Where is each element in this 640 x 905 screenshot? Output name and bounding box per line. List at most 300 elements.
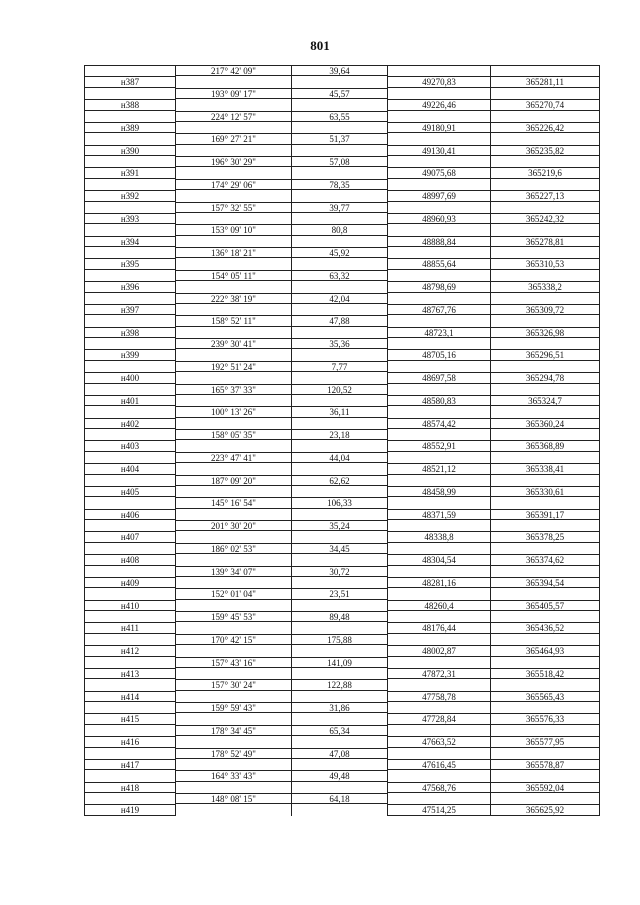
distance-cell: 31,86 <box>291 702 387 713</box>
distance-cell: 63,55 <box>291 111 387 122</box>
point-cell <box>84 679 175 690</box>
y-cell <box>490 202 600 213</box>
y-coordinate-cell: 365625,92 <box>490 804 600 815</box>
x-cell <box>387 88 490 99</box>
y-coordinate-cell: 365235,82 <box>490 145 600 156</box>
point-row <box>84 713 600 724</box>
point-row <box>84 440 600 451</box>
point-row <box>84 622 600 633</box>
point-row <box>84 804 600 815</box>
y-cell <box>490 429 600 440</box>
point-cell <box>84 520 175 531</box>
bearing-cell: 157° 32' 55" <box>175 202 291 213</box>
point-row <box>84 418 600 429</box>
x-coordinate-cell: 47568,76 <box>387 782 490 793</box>
point-name-cell: н405 <box>84 486 175 497</box>
bearing-cell <box>175 372 291 383</box>
point-cell <box>84 247 175 258</box>
segment-row <box>84 88 600 99</box>
x-cell <box>387 657 490 668</box>
point-name-cell: н417 <box>84 759 175 770</box>
segment-row <box>84 770 600 781</box>
x-coordinate-cell: 48705,16 <box>387 349 490 360</box>
point-name-cell: н392 <box>84 190 175 201</box>
point-cell <box>84 315 175 326</box>
x-coordinate-cell: 49180,91 <box>387 122 490 133</box>
distance-cell <box>291 691 387 702</box>
bearing-cell: 136° 18' 21" <box>175 247 291 258</box>
y-coordinate-cell: 365270,74 <box>490 99 600 110</box>
point-row <box>84 509 600 520</box>
x-coordinate-cell: 49270,83 <box>387 76 490 87</box>
x-coordinate-cell: 48552,91 <box>387 440 490 451</box>
distance-cell: 57,08 <box>291 156 387 167</box>
x-coordinate-cell: 48697,58 <box>387 372 490 383</box>
distance-cell <box>291 668 387 679</box>
distance-cell <box>291 759 387 770</box>
bearing-cell: 154° 05' 11" <box>175 270 291 281</box>
x-cell <box>387 338 490 349</box>
bearing-cell <box>175 349 291 360</box>
bearing-cell <box>175 258 291 269</box>
bearing-cell: 139° 34' 07" <box>175 566 291 577</box>
point-cell <box>84 111 175 122</box>
y-coordinate-cell: 365338,41 <box>490 463 600 474</box>
y-cell <box>490 520 600 531</box>
y-cell <box>490 224 600 235</box>
segment-row <box>84 111 600 122</box>
point-name-cell: н419 <box>84 804 175 815</box>
point-cell <box>84 702 175 713</box>
y-coordinate-cell: 365464,93 <box>490 645 600 656</box>
distance-cell: 23,18 <box>291 429 387 440</box>
bearing-cell: 164° 33' 43" <box>175 770 291 781</box>
point-row <box>84 736 600 747</box>
bearing-cell <box>175 167 291 178</box>
point-row <box>84 486 600 497</box>
y-cell <box>490 65 600 76</box>
segment-row <box>84 725 600 736</box>
point-name-cell: н402 <box>84 418 175 429</box>
point-name-cell: н391 <box>84 167 175 178</box>
bearing-cell: 192° 51' 24" <box>175 361 291 372</box>
bearing-cell <box>175 76 291 87</box>
x-cell <box>387 179 490 190</box>
point-row <box>84 668 600 679</box>
point-cell <box>84 634 175 645</box>
y-cell <box>490 497 600 508</box>
bearing-cell: 186° 02' 53" <box>175 543 291 554</box>
x-coordinate-cell: 48260,4 <box>387 600 490 611</box>
bearing-cell <box>175 782 291 793</box>
x-coordinate-cell: 48338,8 <box>387 531 490 542</box>
x-cell <box>387 156 490 167</box>
point-row <box>84 99 600 110</box>
segment-row <box>84 634 600 645</box>
y-coordinate-cell: 365368,89 <box>490 440 600 451</box>
distance-cell: 36,11 <box>291 406 387 417</box>
x-coordinate-cell: 48888,84 <box>387 236 490 247</box>
x-cell <box>387 384 490 395</box>
distance-cell <box>291 281 387 292</box>
distance-cell <box>291 349 387 360</box>
point-cell <box>84 497 175 508</box>
bearing-cell: 178° 34' 45" <box>175 725 291 736</box>
distance-cell: 44,04 <box>291 452 387 463</box>
y-cell <box>490 133 600 144</box>
y-cell <box>490 247 600 258</box>
distance-cell <box>291 804 387 815</box>
segment-row <box>84 611 600 622</box>
distance-cell: 45,57 <box>291 88 387 99</box>
x-cell <box>387 65 490 76</box>
bearing-cell <box>175 736 291 747</box>
x-cell <box>387 270 490 281</box>
distance-cell: 122,88 <box>291 679 387 690</box>
page-number: 801 <box>310 38 330 53</box>
point-row <box>84 258 600 269</box>
distance-cell <box>291 258 387 269</box>
x-coordinate-cell: 48997,69 <box>387 190 490 201</box>
x-coordinate-cell: 49075,68 <box>387 167 490 178</box>
y-cell <box>490 725 600 736</box>
bearing-cell <box>175 418 291 429</box>
distance-cell <box>291 418 387 429</box>
point-name-cell: н397 <box>84 304 175 315</box>
x-cell <box>387 520 490 531</box>
x-coordinate-cell: 49130,41 <box>387 145 490 156</box>
coordinates-table <box>84 65 600 816</box>
x-cell <box>387 702 490 713</box>
segment-row <box>84 679 600 690</box>
bearing-cell: 145° 16' 54" <box>175 497 291 508</box>
x-cell <box>387 247 490 258</box>
bearing-cell <box>175 190 291 201</box>
distance-cell: 63,32 <box>291 270 387 281</box>
bearing-cell <box>175 236 291 247</box>
segment-row <box>84 315 600 326</box>
point-name-cell: н406 <box>84 509 175 520</box>
distance-cell: 120,52 <box>291 384 387 395</box>
y-cell <box>490 748 600 759</box>
x-coordinate-cell: 48371,59 <box>387 509 490 520</box>
y-cell <box>490 111 600 122</box>
bearing-cell: 100° 13' 26" <box>175 406 291 417</box>
bearing-cell <box>175 281 291 292</box>
distance-cell: 35,36 <box>291 338 387 349</box>
bearing-cell: 193° 09' 17" <box>175 88 291 99</box>
bearing-cell: 239° 30' 41" <box>175 338 291 349</box>
x-coordinate-cell: 47616,45 <box>387 759 490 770</box>
point-cell <box>84 543 175 554</box>
point-name-cell: н395 <box>84 258 175 269</box>
segment-row <box>84 270 600 281</box>
distance-cell <box>291 645 387 656</box>
segment-row <box>84 133 600 144</box>
bearing-cell <box>175 713 291 724</box>
point-row <box>84 281 600 292</box>
bearing-cell: 158° 05' 35" <box>175 429 291 440</box>
bearing-cell: 157° 43' 16" <box>175 657 291 668</box>
point-cell <box>84 452 175 463</box>
x-coordinate-cell: 48855,64 <box>387 258 490 269</box>
x-coordinate-cell: 48723,1 <box>387 327 490 338</box>
x-coordinate-cell: 48176,44 <box>387 622 490 633</box>
segment-row <box>84 202 600 213</box>
bearing-cell: 170° 42' 15" <box>175 634 291 645</box>
bearing-cell: 157° 30' 24" <box>175 679 291 690</box>
point-cell <box>84 88 175 99</box>
y-coordinate-cell: 365330,61 <box>490 486 600 497</box>
x-coordinate-cell: 48281,16 <box>387 577 490 588</box>
segment-row <box>84 65 600 76</box>
x-coordinate-cell: 48960,93 <box>387 213 490 224</box>
y-cell <box>490 770 600 781</box>
distance-cell <box>291 190 387 201</box>
point-cell <box>84 725 175 736</box>
distance-cell: 141,09 <box>291 657 387 668</box>
segment-row <box>84 338 600 349</box>
x-coordinate-cell: 47728,84 <box>387 713 490 724</box>
point-name-cell: н403 <box>84 440 175 451</box>
segment-row <box>84 156 600 167</box>
x-cell <box>387 679 490 690</box>
x-coordinate-cell: 48580,83 <box>387 395 490 406</box>
point-row <box>84 759 600 770</box>
x-cell <box>387 611 490 622</box>
bearing-cell: 223° 47' 41" <box>175 452 291 463</box>
distance-cell <box>291 463 387 474</box>
segment-row <box>84 406 600 417</box>
y-coordinate-cell: 365577,95 <box>490 736 600 747</box>
point-cell <box>84 475 175 486</box>
distance-cell: 64,18 <box>291 793 387 804</box>
bearing-cell <box>175 122 291 133</box>
bearing-cell: 148° 08' 15" <box>175 793 291 804</box>
y-coordinate-cell: 365578,87 <box>490 759 600 770</box>
y-cell <box>490 543 600 554</box>
y-cell <box>490 406 600 417</box>
distance-cell: 51,37 <box>291 133 387 144</box>
point-name-cell: н388 <box>84 99 175 110</box>
point-name-cell: н396 <box>84 281 175 292</box>
distance-cell <box>291 440 387 451</box>
y-coordinate-cell: 365281,11 <box>490 76 600 87</box>
point-row <box>84 327 600 338</box>
y-cell <box>490 679 600 690</box>
y-coordinate-cell: 365296,51 <box>490 349 600 360</box>
y-coordinate-cell: 365394,54 <box>490 577 600 588</box>
point-row <box>84 645 600 656</box>
point-cell <box>84 566 175 577</box>
point-cell <box>84 770 175 781</box>
point-cell <box>84 179 175 190</box>
segment-row <box>84 293 600 304</box>
x-coordinate-cell: 48002,87 <box>387 645 490 656</box>
bearing-cell <box>175 577 291 588</box>
bearing-cell <box>175 622 291 633</box>
x-cell <box>387 293 490 304</box>
bearing-cell: 169° 27' 21" <box>175 133 291 144</box>
distance-cell: 30,72 <box>291 566 387 577</box>
x-coordinate-cell: 48458,99 <box>387 486 490 497</box>
x-cell <box>387 111 490 122</box>
y-coordinate-cell: 365338,2 <box>490 281 600 292</box>
bearing-cell: 159° 45' 53" <box>175 611 291 622</box>
point-cell <box>84 270 175 281</box>
y-cell <box>490 315 600 326</box>
distance-cell <box>291 509 387 520</box>
point-name-cell: н399 <box>84 349 175 360</box>
point-name-cell: н401 <box>84 395 175 406</box>
bearing-cell <box>175 304 291 315</box>
point-row <box>84 190 600 201</box>
distance-cell: 39,64 <box>291 65 387 76</box>
segment-row <box>84 247 600 258</box>
distance-cell: 78,35 <box>291 179 387 190</box>
distance-cell <box>291 736 387 747</box>
point-row <box>84 782 600 793</box>
y-cell <box>490 588 600 599</box>
bearing-cell: 165° 37' 33" <box>175 384 291 395</box>
y-cell <box>490 566 600 577</box>
distance-cell <box>291 531 387 542</box>
point-name-cell: н413 <box>84 668 175 679</box>
segment-row <box>84 497 600 508</box>
x-coordinate-cell: 47514,25 <box>387 804 490 815</box>
distance-cell: 65,34 <box>291 725 387 736</box>
point-cell <box>84 293 175 304</box>
bearing-cell: 222° 38' 19" <box>175 293 291 304</box>
segment-row <box>84 543 600 554</box>
point-row <box>84 76 600 87</box>
point-name-cell: н418 <box>84 782 175 793</box>
y-cell <box>490 270 600 281</box>
point-row <box>84 145 600 156</box>
segment-row <box>84 793 600 804</box>
x-coordinate-cell: 48767,76 <box>387 304 490 315</box>
point-row <box>84 600 600 611</box>
point-name-cell: н411 <box>84 622 175 633</box>
segment-row <box>84 224 600 235</box>
point-name-cell: н389 <box>84 122 175 133</box>
distance-cell <box>291 713 387 724</box>
bearing-cell <box>175 486 291 497</box>
point-name-cell: н398 <box>84 327 175 338</box>
bearing-cell: 201° 30' 20" <box>175 520 291 531</box>
point-row <box>84 122 600 133</box>
point-row <box>84 691 600 702</box>
y-cell <box>490 156 600 167</box>
distance-cell: 80,8 <box>291 224 387 235</box>
distance-cell: 49,48 <box>291 770 387 781</box>
point-name-cell: н400 <box>84 372 175 383</box>
y-cell <box>490 702 600 713</box>
x-cell <box>387 634 490 645</box>
y-cell <box>490 793 600 804</box>
point-name-cell: н412 <box>84 645 175 656</box>
bearing-cell <box>175 531 291 542</box>
point-cell <box>84 361 175 372</box>
distance-cell <box>291 622 387 633</box>
x-coordinate-cell: 48304,54 <box>387 554 490 565</box>
bearing-cell: 152° 01' 04" <box>175 588 291 599</box>
bearing-cell <box>175 145 291 156</box>
segment-row <box>84 452 600 463</box>
bearing-cell <box>175 668 291 679</box>
y-coordinate-cell: 365374,62 <box>490 554 600 565</box>
point-row <box>84 167 600 178</box>
point-row <box>84 349 600 360</box>
bearing-cell <box>175 554 291 565</box>
bearing-cell <box>175 600 291 611</box>
y-coordinate-cell: 365576,33 <box>490 713 600 724</box>
bearing-cell <box>175 327 291 338</box>
y-coordinate-cell: 365278,81 <box>490 236 600 247</box>
x-coordinate-cell: 47872,31 <box>387 668 490 679</box>
distance-cell: 89,48 <box>291 611 387 622</box>
x-cell <box>387 543 490 554</box>
point-cell <box>84 406 175 417</box>
point-row <box>84 577 600 588</box>
distance-cell <box>291 782 387 793</box>
point-cell <box>84 384 175 395</box>
x-coordinate-cell: 48798,69 <box>387 281 490 292</box>
bearing-cell <box>175 509 291 520</box>
distance-cell <box>291 99 387 110</box>
y-cell <box>490 452 600 463</box>
point-name-cell: н387 <box>84 76 175 87</box>
segment-row <box>84 702 600 713</box>
point-row <box>84 304 600 315</box>
distance-cell: 34,45 <box>291 543 387 554</box>
x-cell <box>387 315 490 326</box>
y-cell <box>490 475 600 486</box>
point-cell <box>84 657 175 668</box>
segment-row <box>84 361 600 372</box>
point-row <box>84 531 600 542</box>
bearing-cell: 153° 09' 10" <box>175 224 291 235</box>
segment-row <box>84 384 600 395</box>
distance-cell <box>291 145 387 156</box>
y-coordinate-cell: 365310,53 <box>490 258 600 269</box>
segment-row <box>84 520 600 531</box>
distance-cell <box>291 577 387 588</box>
y-coordinate-cell: 365592,04 <box>490 782 600 793</box>
point-row <box>84 372 600 383</box>
point-cell <box>84 224 175 235</box>
point-row <box>84 463 600 474</box>
distance-cell <box>291 122 387 133</box>
x-cell <box>387 770 490 781</box>
point-name-cell: н410 <box>84 600 175 611</box>
point-cell <box>84 588 175 599</box>
segment-row <box>84 748 600 759</box>
segment-row <box>84 566 600 577</box>
bearing-cell <box>175 691 291 702</box>
point-name-cell: н409 <box>84 577 175 588</box>
x-cell <box>387 793 490 804</box>
y-coordinate-cell: 365326,98 <box>490 327 600 338</box>
y-coordinate-cell: 365324,7 <box>490 395 600 406</box>
y-coordinate-cell: 365219,6 <box>490 167 600 178</box>
distance-cell <box>291 395 387 406</box>
point-name-cell: н390 <box>84 145 175 156</box>
distance-cell: 23,51 <box>291 588 387 599</box>
y-cell <box>490 293 600 304</box>
y-cell <box>490 611 600 622</box>
segment-row <box>84 475 600 486</box>
